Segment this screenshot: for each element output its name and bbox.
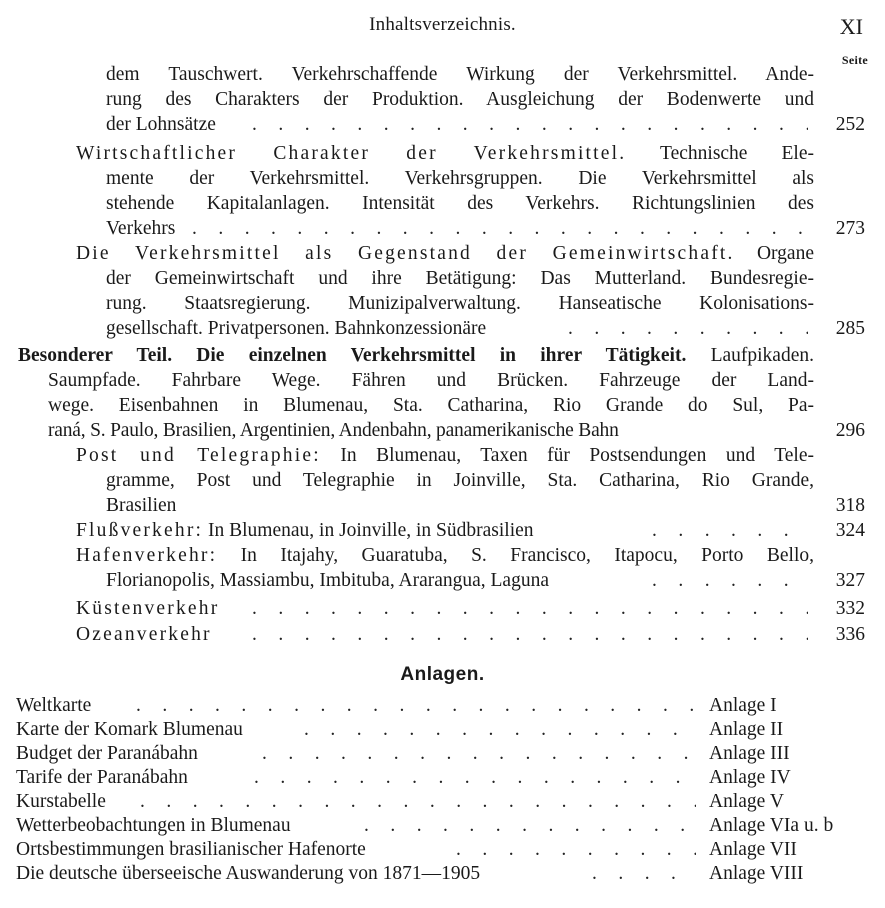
- toc-line: der Gemeinwirtschaft und ihre Betätigung: Das Mutterland. Bundesregie-: [106, 268, 814, 289]
- seite-label: Seite: [841, 53, 868, 67]
- anlage-row: [0, 694, 885, 718]
- anlage-ref: Anlage II: [709, 719, 784, 740]
- toc-line: In Blumenau, Taxen für Postsendungen und Tele-: [320, 445, 814, 466]
- toc-line: gesellschaft. Privatpersonen. Bahnkonzessionäre: [106, 318, 487, 339]
- toc-entry: [0, 241, 885, 341]
- anlage-title: Budget der Paranábahn: [16, 743, 198, 764]
- toc-line: mente der Verkehrsmittel. Verkehrsgruppen. Die Verkehrsmittel als: [106, 168, 814, 189]
- running-head: Inhaltsverzeichnis.: [369, 14, 516, 35]
- toc-heading: Post und Telegraphie:: [76, 445, 321, 466]
- dot-leader: [304, 718, 696, 742]
- toc-line: Organe: [734, 243, 814, 264]
- toc-heading: Flußverkehr:: [76, 520, 204, 541]
- toc-heading: Die Verkehrsmittel als Gegenstand der Gemeinwirtschaft.: [76, 243, 735, 264]
- toc-line: Verkehrs: [106, 218, 176, 239]
- dot-leader: [456, 838, 696, 862]
- toc-heading: Besonderer Teil. Die einzelnen Verkehrsmittel in ihrer Tätigkeit.: [18, 345, 687, 366]
- page-number-roman: XI: [839, 14, 863, 39]
- anlage-row: [0, 718, 885, 742]
- anlagen-list: [0, 694, 885, 886]
- dot-leader: [652, 568, 808, 593]
- anlage-row: [0, 862, 885, 886]
- toc-heading: Wirtschaftlicher Charakter der Verkehrsmittel.: [76, 143, 627, 164]
- toc-line: In Itajahy, Guaratuba, S. Francisco, Itapocu, Porto Bello,: [217, 545, 814, 566]
- anlage-ref: Anlage V: [709, 791, 784, 812]
- toc-page-number: 252: [835, 114, 865, 135]
- anlage-row: [0, 742, 885, 766]
- toc-entry: [0, 62, 885, 137]
- toc-line: rung. Staatsregierung. Munizipalverwaltung. Hanseatische Kolonisations-: [106, 293, 814, 314]
- toc-line: gramme, Post und Telegraphie in Joinville, Sta. Catharina, Rio Grande,: [106, 470, 814, 491]
- toc-line: Technische Ele-: [626, 143, 814, 164]
- toc-entry: [0, 141, 885, 241]
- toc-line: raná, S. Paulo, Brasilien, Argentinien, Andenbahn, panamerikanische Bahn: [48, 420, 619, 441]
- toc-entry: [0, 596, 885, 621]
- dot-leader: [192, 216, 808, 241]
- toc-page-number: 273: [835, 218, 865, 239]
- toc-heading: Küstenverkehr: [76, 598, 220, 619]
- toc-heading: Hafenverkehr:: [76, 545, 218, 566]
- anlagen-heading: Anlagen.: [400, 664, 485, 685]
- dot-leader: [252, 596, 808, 621]
- anlage-title: Die deutsche überseeische Auswanderung von 1871—1905: [16, 863, 481, 884]
- toc-entry: [0, 622, 885, 647]
- anlage-ref: Anlage IV: [709, 767, 791, 788]
- dot-leader: [140, 790, 696, 814]
- toc-line: der Lohnsätze: [106, 114, 216, 135]
- anlage-ref: Anlage III: [709, 743, 790, 764]
- toc-entry: [0, 443, 885, 518]
- dot-leader: [252, 112, 808, 137]
- dot-leader: [136, 694, 696, 718]
- toc-line: stehende Kapitalanlagen. Intensität des Verkehrs. Richtungslinien des: [106, 193, 814, 214]
- toc-line: Saumpfade. Fahrbare Wege. Fähren und Brücken. Fahrzeuge der Land-: [48, 370, 814, 391]
- toc-entry: [0, 543, 885, 593]
- toc-entry: [0, 343, 885, 443]
- toc-page-number: 332: [835, 598, 865, 619]
- anlage-row: [0, 766, 885, 790]
- toc-page-number: 285: [835, 318, 865, 339]
- anlage-row: [0, 838, 885, 862]
- anlage-row: [0, 790, 885, 814]
- anlage-title: Tarife der Paranábahn: [16, 767, 188, 788]
- anlage-ref: Anlage I: [709, 695, 777, 716]
- anlage-row: [0, 814, 885, 838]
- toc-line: Laufpikaden.: [686, 345, 814, 366]
- toc-page-number: 296: [835, 420, 865, 441]
- anlage-ref: Anlage VIa u. b: [709, 815, 834, 836]
- anlage-title: Wetterbeobachtungen in Blumenau: [16, 815, 291, 836]
- toc-page-number: 324: [835, 520, 865, 541]
- anlage-ref: Anlage VII: [709, 839, 797, 860]
- dot-leader: [262, 742, 696, 766]
- toc-entry: [0, 518, 885, 543]
- dot-leader: [652, 518, 808, 543]
- toc-line: Florianopolis, Massiambu, Imbituba, Ararangua, Laguna: [106, 570, 549, 591]
- toc-page-number: 336: [835, 624, 865, 645]
- toc-line: rung des Charakters der Produktion. Ausgleichung der Bodenwerte und: [106, 89, 814, 110]
- anlage-title: Karte der Komark Blumenau: [16, 719, 243, 740]
- toc-line: dem Tauschwert. Verkehrschaffende Wirkung der Verkehrsmittel. Ande-: [106, 64, 814, 85]
- dot-leader: [254, 766, 696, 790]
- toc-page-number: 318: [835, 495, 865, 516]
- toc-line: In Blumenau, in Joinville, in Südbrasilien: [203, 520, 534, 541]
- toc-line: wege. Eisenbahnen in Blumenau, Sta. Catharina, Rio Grande do Sul, Pa-: [48, 395, 814, 416]
- anlage-ref: Anlage VIII: [709, 863, 804, 884]
- dot-leader: [364, 814, 696, 838]
- anlage-title: Weltkarte: [16, 695, 92, 716]
- dot-leader: [252, 622, 808, 647]
- dot-leader: [592, 862, 696, 886]
- toc-page-number: 327: [835, 570, 865, 591]
- anlage-title: Ortsbestimmungen brasilianischer Hafenorte: [16, 839, 366, 860]
- toc-line: Brasilien: [106, 495, 177, 516]
- dot-leader: [568, 316, 808, 341]
- anlage-title: Kurstabelle: [16, 791, 106, 812]
- toc-heading: Ozeanverkehr: [76, 624, 212, 645]
